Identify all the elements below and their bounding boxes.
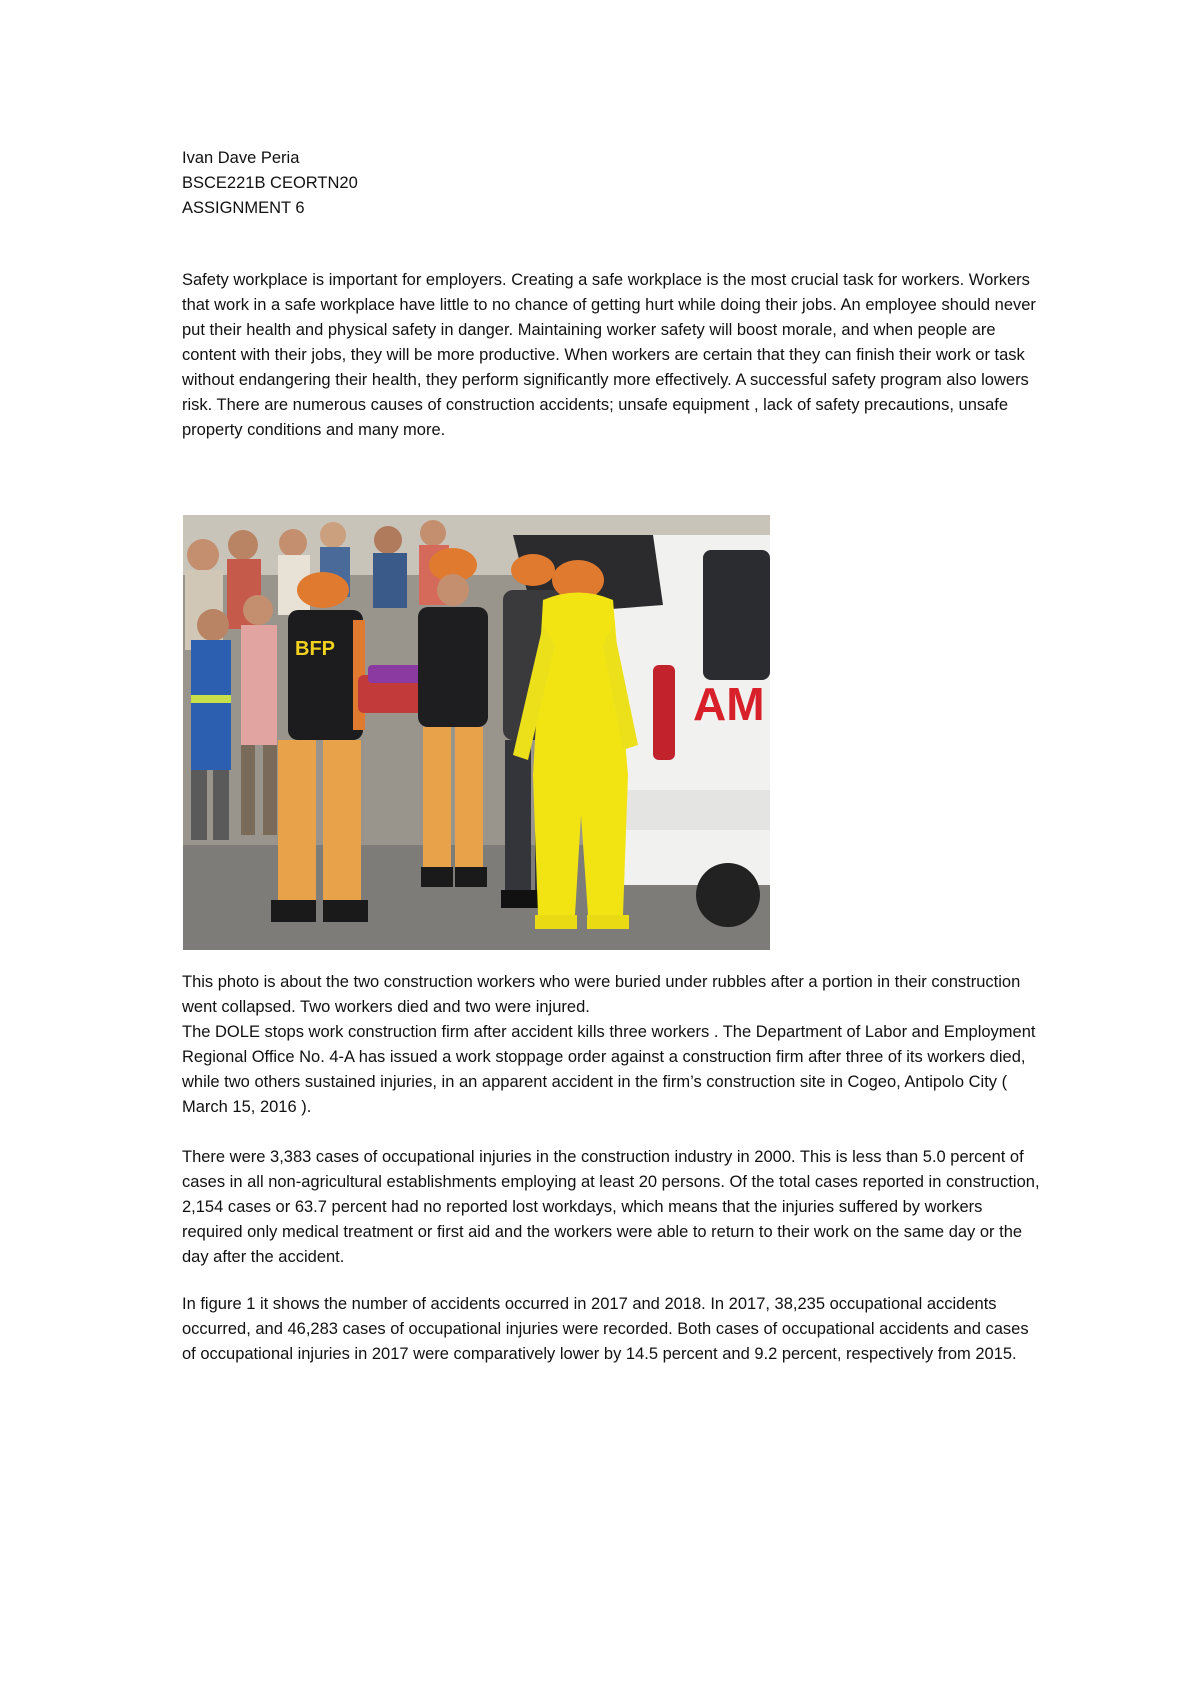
statistics-text: There were 3,383 cases of occupational injuries in the construction industry in 2000. This is less than 5.0 percent of cases in all non-agricultural establishments employing at least 20 persons. Of the total cases reported in construction, 2,154 cases or 63.7 percent had no reported lost workdays, which means that the injuries suffered by workers required only medical treatment or first aid and the workers were able to return to their work on the same day or the day after the accident. xyxy=(182,1148,1040,1266)
caption-line-2: The DOLE stops work construction firm after accident kills three workers . The Department of Labor and Employment Regional Office No. 4-A has issued a work stoppage order against a construction firm after three of its workers died, while two others sustained injuries, in an apparent accident in the firm’s construction site in Cogeo, Antipolo City ( March 15, 2016 ). xyxy=(182,1023,1036,1116)
intro-paragraph xyxy=(182,268,1042,443)
figure-description: In figure 1 it shows the number of accidents occurred in 2017 and 2018. In 2017, 38,235 occupational accidents occurred, and 46,283 cases of occupational injuries were recorded. Both cases of occupational accidents and cases of occupational injuries in 2017 were comparatively lower by 14.5 percent and 9.2 percent, respectively from 2015. xyxy=(182,1295,1029,1363)
assignment-title: ASSIGNMENT 6 xyxy=(182,199,305,217)
author-name: Ivan Dave Peria xyxy=(182,149,300,167)
van-lettering: AM xyxy=(693,678,765,730)
van-tail-light xyxy=(653,665,675,760)
helmet xyxy=(297,572,349,608)
rescue-scene-illustration xyxy=(183,515,770,950)
vest-lettering: BFP xyxy=(295,638,335,660)
figure-paragraph xyxy=(182,1292,1042,1367)
intro-text: Safety workplace is important for employers. Creating a safe workplace is the most crucial task for workers. Workers that work in a safe workplace have little to no chance of getting hurt while doing their jobs. An employee should never put their health and physical safety in danger. Maintaining worker safety will boost morale, and when people are content with their jobs, they will be more productive. When workers are certain that they can finish their work or task without endangering their health, they perform significantly more effectively. A successful safety program also lowers risk. There are numerous causes of construction accidents; unsafe equipment , lack of safety precautions, unsafe property conditions and many more. xyxy=(182,271,1036,439)
photo-caption xyxy=(182,970,1042,1120)
statistics-paragraph xyxy=(182,1145,1042,1270)
helmet xyxy=(511,554,555,586)
van-window xyxy=(703,550,770,680)
caption-line-1: This photo is about the two construction workers who were buried under rubbles after a portion in their construction went collapsed. Two workers died and two were injured. xyxy=(182,973,1021,1016)
course-code: BSCE221B CEORTN20 xyxy=(182,174,358,192)
accident-photo xyxy=(183,515,770,950)
document-header xyxy=(182,146,1042,221)
